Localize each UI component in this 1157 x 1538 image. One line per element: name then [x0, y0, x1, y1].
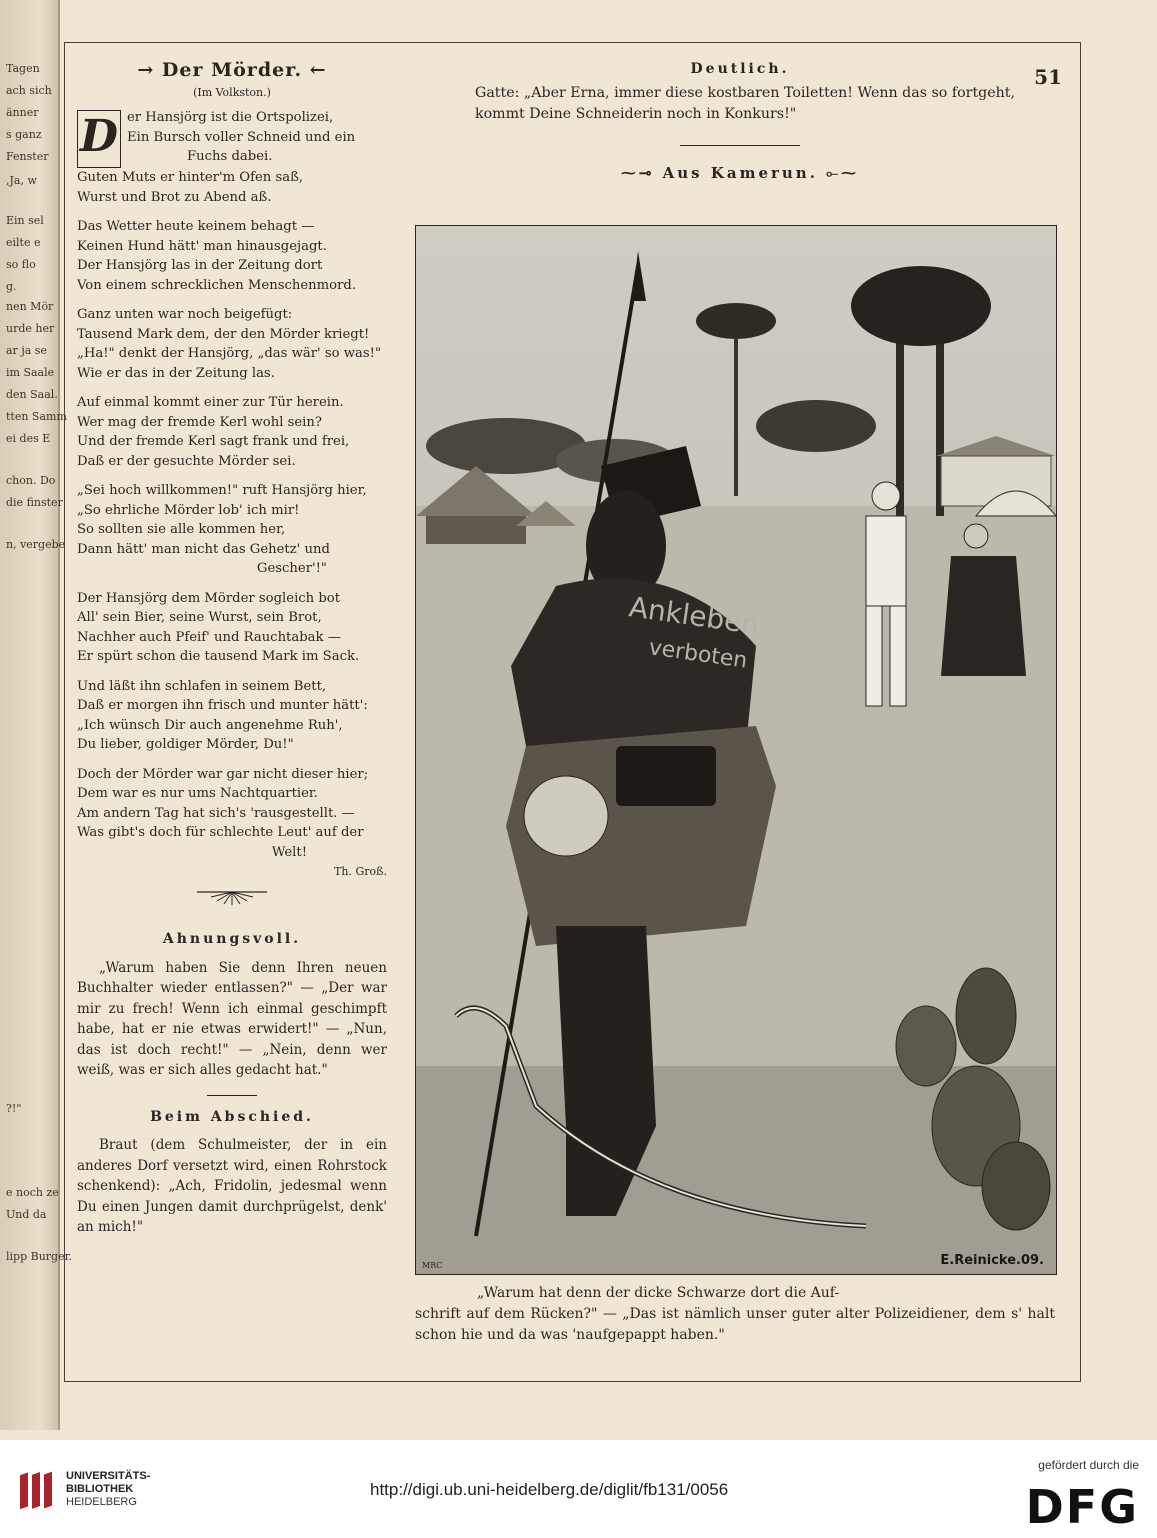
hat [872, 482, 900, 510]
prev-fragment: den Saal. [6, 388, 58, 401]
poem-line: Und läßt ihn schlafen in seinem Bett, [77, 678, 327, 694]
prev-fragment: nen Mör [6, 300, 54, 313]
poem-stanza [77, 305, 387, 383]
caption-line: „Warum hat denn der dicke Schwarze dort die Auf- [477, 1285, 840, 1301]
poem-line: Ein Bursch voller Schneid und ein [127, 129, 356, 145]
cactus-pad [896, 1006, 956, 1086]
engraver-monogram: MRC [422, 1261, 443, 1270]
poem-line: Gescher'!" [256, 561, 327, 576]
poem-line: „Ich wünsch Dir auch angenehme Ruh', [77, 717, 343, 733]
illustration-caption [415, 1283, 1055, 1346]
poem-line: So sollten sie alle kommen her, [77, 522, 286, 537]
woman-dress [941, 556, 1026, 676]
sponsor-label: gefördert durch die [1038, 1458, 1139, 1472]
poem-stanza [77, 765, 387, 863]
prev-fragment: Und da [6, 1208, 47, 1221]
back-inscription: Ankleben [627, 590, 762, 642]
poem-line: Doch der Mörder war gar nicht dieser hier; [77, 766, 369, 782]
belt-pouch [616, 746, 716, 806]
poem-line: er Hansjörg ist die Ortspolizei, [127, 110, 334, 125]
poem-line: „Ha!" denkt der Hansjörg, „das wär' so was!" [77, 346, 382, 361]
page-frame [64, 42, 1081, 1382]
poem-line: Guten Muts er hinter'm Ofen saß, [77, 170, 304, 185]
deutlich-text: Gatte: „Aber Erna, immer diese kostbaren Toiletten! Wenn das so fortgeht, kommt Deine Schneiderin noch in Konkurs!" [475, 85, 1015, 122]
poem-line: Das Wetter heute keinem behagt — [77, 219, 315, 234]
prev-fragment: ?!" [6, 1102, 22, 1115]
poem-subtitle: (Im Volkston.) [193, 85, 271, 99]
palm-trunk [896, 316, 904, 516]
poem-line: Und der fremde Kerl sagt frank und frei, [77, 434, 350, 449]
previous-page-edge [0, 0, 73, 1430]
poem-line: Er spürt schon die tausend Mark im Sack. [77, 649, 360, 664]
prev-fragment: im Saale [6, 366, 55, 379]
illustration-drawing [416, 226, 1056, 1274]
tree-canopy [756, 400, 876, 452]
uni-line: UNIVERSITÄTS- [66, 1470, 151, 1482]
kamerun-title-text: Aus Kamerun. [662, 164, 818, 182]
poem-line: Wurst und Brot zu Abend aß. [77, 189, 272, 205]
caption-line: schrift auf dem Rücken?" — „Das ist nämlich unser guter alter Polizeidiener, dem s' halt schon hie und da was 'naufgepappt haben." [415, 1306, 1055, 1343]
prev-fragment: urde her [6, 322, 55, 335]
poem-stanza [77, 589, 387, 667]
ornament-divider [77, 888, 387, 913]
poem-line: Tausend Mark dem, der den Mörder kriegt! [77, 326, 370, 342]
prev-fragment: Ein sel [6, 214, 44, 227]
woman-head [964, 524, 988, 548]
uni-line: BIBLIOTHEK [66, 1483, 134, 1495]
poem-line: Ganz unten war noch beigefügt: [77, 307, 293, 322]
prev-fragment: tten Samm [6, 410, 67, 423]
poem-line: Der Hansjörg las in der Zeitung dort [77, 258, 323, 273]
prev-fragment: lipp Burger. [6, 1250, 73, 1263]
poem-line: Dann hätt' man nicht das Gehetz' und [77, 541, 330, 557]
university-library-logo-icon [18, 1468, 58, 1514]
poem-line: Wie er das in der Zeitung las. [77, 365, 275, 381]
prev-fragment: ar ja se [6, 344, 47, 357]
ahnungsvoll-text: „Warum haben Sie denn Ihren neuen Buchhalter wieder entlassen?" — „Der war mir zu frech! Wenn ich einmal geschimpft habe, hat er nie etwas erwidert!" — „Nun, das ist doch recht!" — „Nein, denn wer weiß, was er sich alles gedacht hat." [77, 959, 387, 1078]
prev-fragment: chon. Do [6, 474, 56, 487]
prev-fragment: Fenster [6, 150, 49, 163]
poem-line: Keinen Hund hätt' man hinausgejagt. [77, 238, 327, 254]
hut-wall [426, 516, 526, 544]
abschied-text: Braut (dem Schulmeister, der in ein anderes Dorf versetzt wird, einen Rohrstock schenkend): „Ach, Fridolin, jedesmal wenn Du einen Jungen damit durchprügelst, denk' an mich!" [77, 1137, 387, 1235]
poem-line: Auf einmal kommt einer zur Tür herein. [77, 395, 344, 410]
poem-stanza [77, 677, 387, 755]
right-column [415, 61, 1065, 1343]
prev-fragment: ei des E [6, 432, 51, 445]
prev-fragment: g. [6, 280, 17, 293]
dfg-logo: DFG [1025, 1480, 1139, 1534]
white-suit [866, 516, 906, 606]
poem-stanza [77, 481, 387, 579]
flourish-left-icon: ⁓⊸ [620, 164, 663, 182]
source-url[interactable]: http://digi.ub.uni-heidelberg.de/diglit/fb131/0056 [370, 1480, 729, 1499]
abschied-title: Beim Abschied. [150, 1108, 314, 1125]
prev-fragment: ,Ja, w [6, 174, 37, 187]
section-rule [207, 1095, 257, 1096]
poem-line: Du lieber, goldiger Mörder, Du!" [77, 737, 294, 752]
university-library-name [66, 1470, 150, 1509]
left-column [77, 61, 387, 1238]
palm-crown [851, 266, 991, 346]
prev-fragment: ach sich [6, 84, 52, 97]
sunburst-ornament [197, 888, 267, 906]
poem-line: Am andern Tag hat sich's 'rausgestellt. — [77, 805, 355, 821]
poem-line: Wer mag der fremde Kerl wohl sein? [77, 414, 322, 430]
back-inscription: verboten [647, 635, 749, 674]
prev-fragment: e noch ze [6, 1186, 59, 1199]
palm-trunk [734, 316, 738, 496]
poem-line: „So ehrliche Mörder lob' ich mir! [77, 502, 300, 518]
cactus-pad [982, 1142, 1050, 1230]
uni-line: HEIDELBERG [66, 1496, 137, 1508]
satchel [524, 776, 608, 856]
palm-crown [696, 303, 776, 339]
kamerun-illustration [415, 225, 1057, 1275]
white-trousers [866, 606, 882, 706]
cactus-pad [956, 968, 1016, 1064]
prev-fragment: änner [6, 106, 39, 119]
prev-fragment: so flo [6, 258, 36, 271]
ahnungsvoll-title: Ahnungsvoll. [162, 931, 302, 947]
flourish-right-icon: ⟜⁓ [817, 164, 860, 182]
poem-line: Nachher auch Pfeif' und Rauchtabak — [77, 629, 341, 645]
poem-line: Der Hansjörg dem Mörder sogleich bot [77, 590, 341, 606]
poem-line: Welt! [271, 844, 307, 860]
deutlich-title: Deutlich. [690, 61, 790, 77]
prev-fragment: die finster [6, 496, 63, 509]
kamerun-title [415, 164, 1065, 182]
poem-stanza [77, 217, 387, 295]
poem-signature: Th. Groß. [334, 865, 387, 878]
prev-fragment: eilte e [6, 236, 41, 249]
poem-title: → Der Mörder. ← [137, 59, 327, 81]
poem-line: Dem war es nur ums Nachtquartier. [77, 786, 318, 801]
poem-line: Daß er morgen ihn frisch und munter hätt': [77, 698, 368, 713]
drop-cap: D [77, 110, 121, 168]
prev-fragment: s ganz [6, 128, 42, 141]
artist-signature: E.Reinicke.09. [940, 1253, 1044, 1268]
prev-fragment: n, vergebe [6, 538, 66, 551]
poem-line: Fuchs dabei. [187, 149, 273, 164]
page-number: 51 [1034, 65, 1062, 89]
poem-stanza [77, 393, 387, 471]
prev-fragment: Tagen [6, 62, 40, 75]
poem-line: „Sei hoch willkommen!" ruft Hansjörg hier, [77, 483, 367, 498]
white-trousers [890, 606, 906, 706]
poem-line: Was gibt's doch für schlechte Leut' auf der [77, 825, 364, 840]
footer-bar [0, 1440, 1157, 1538]
poem-line: Von einem schrecklichen Menschenmord. [77, 277, 357, 293]
section-rule [680, 145, 800, 146]
poem-stanza [77, 108, 387, 207]
poem-line: Daß er der gesuchte Mörder sei. [77, 453, 296, 469]
poem-line: All' sein Bier, seine Wurst, sein Brot, [77, 610, 322, 625]
